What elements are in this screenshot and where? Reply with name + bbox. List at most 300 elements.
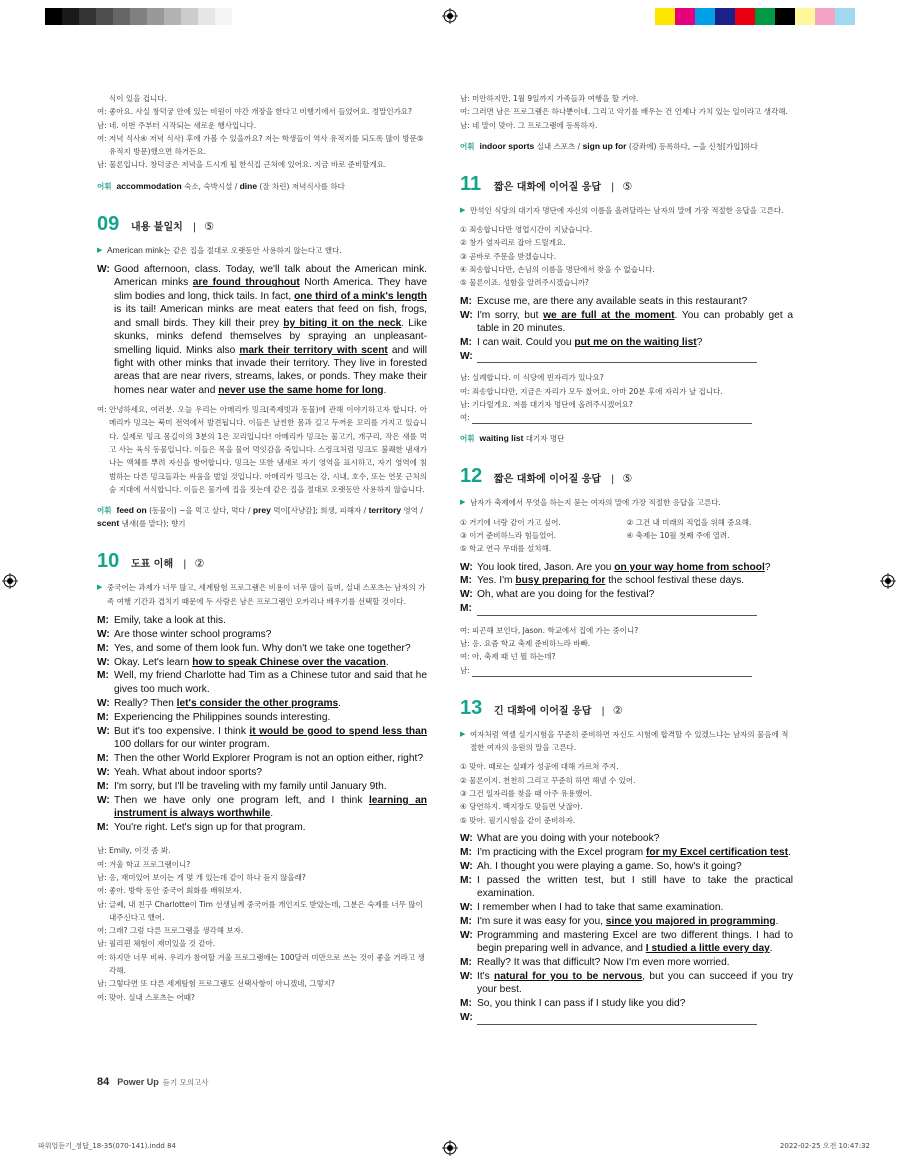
speaker-label: 남:: [460, 120, 470, 130]
vocab-term: dine: [239, 180, 258, 191]
color-swatch: [675, 8, 695, 25]
question-09-explanation: ▶ American mink는 같은 집을 절대로 오랫동안 사용하지 않는다고 했다.: [97, 244, 427, 257]
speaker-label: 여:: [460, 413, 470, 423]
dialogue-line: [97, 821, 427, 834]
text-run: Then we have only one program left, and I think: [114, 794, 369, 806]
dialogue-line: [460, 602, 793, 615]
speaker-label: 여:: [97, 859, 107, 869]
speaker-label: W:: [460, 971, 473, 983]
speaker-label: 여:: [460, 107, 470, 117]
dialogue-line: [97, 614, 427, 627]
text-run: Ah. I thought you were playing a game. So, how's it going?: [477, 860, 742, 872]
dialogue-text: [477, 574, 793, 587]
dialogue-text: [477, 832, 793, 845]
translation-line: [460, 119, 793, 132]
speaker-label: W:: [97, 628, 110, 640]
dialogue-line: [460, 350, 793, 363]
translation-text: 그래? 그럼 다른 프로그램을 생각해 보자.: [109, 926, 244, 936]
speaker-label: W:: [460, 929, 473, 941]
key-phrase: since you majored in programming: [605, 915, 776, 927]
dialogue-line: [97, 752, 427, 765]
translation-text: 그렇다면 또 다른 세계탐험 프로그램도 선택사항이 아니겠네, 그렇지?: [109, 979, 335, 989]
text-run: . Like skunks, minks defend themselves by spraying an unpleasant-smelling liquid. Minks also: [114, 317, 428, 356]
speaker-label: W:: [460, 1012, 473, 1024]
speaker-label: 남:: [460, 94, 470, 103]
text-run: I'm sorry, but: [477, 309, 544, 321]
text-run: So, you think I can pass if I study like you did?: [477, 998, 686, 1010]
dialogue-line: [460, 956, 793, 969]
vocab-note: [460, 432, 793, 445]
vocab-term: feed on: [116, 505, 147, 516]
speaker-label: W:: [97, 697, 110, 709]
translation-text: 좋아. 방학 동안 중국어 회화를 배워보자.: [109, 886, 242, 896]
dialogue-text: [477, 1011, 793, 1024]
dialogue-text: [477, 561, 793, 574]
book-title: Power Up: [117, 1077, 159, 1087]
text-run: It's: [477, 971, 494, 983]
translation-text: 필리핀 체험이 재미있을 것 같아.: [109, 939, 216, 949]
dialogue-line: [460, 874, 793, 901]
dialogue-line: [97, 669, 427, 696]
question-12-options: [460, 516, 793, 556]
color-swatch: [715, 8, 735, 25]
speaker-label: 여:: [460, 652, 470, 662]
answer-option: ② 물론이지. 천천히 그리고 꾸준히 하면 해낼 수 있어.: [460, 775, 636, 785]
gray-swatch: [164, 8, 181, 25]
dialogue-text: [114, 725, 427, 752]
speaker-label: W:: [460, 860, 473, 872]
speaker-label: 여:: [460, 386, 470, 396]
gray-swatch: [45, 8, 62, 25]
color-swatch: [755, 8, 775, 25]
answer-option: ② 창가 옆자리로 잡아 드릴게요.: [460, 238, 566, 248]
dialogue-text: [477, 309, 793, 336]
text-run: Are those winter school programs?: [114, 628, 272, 640]
dialogue-line: [460, 901, 793, 914]
question-13-script: [460, 832, 793, 1025]
speaker-label: 남:: [97, 160, 107, 170]
question-11-header: 11 짧은 대화에 이어질 응답 | ⑤: [460, 172, 633, 195]
speaker-label: 여:: [97, 886, 107, 896]
dialogue-line: [97, 628, 427, 641]
registration-mark-icon: [442, 1140, 458, 1156]
dialogue-text: [114, 628, 427, 641]
speaker-label: M:: [460, 336, 472, 348]
gray-swatch: [62, 8, 79, 25]
answer-mark: ②: [612, 703, 623, 717]
text-run: .: [769, 943, 773, 955]
text-run: North America. They have slim bodies and long, thick tails. In fact,: [114, 277, 427, 302]
dialogue-text: [477, 997, 793, 1010]
speaker-label: 여:: [97, 133, 107, 143]
translation-line: [97, 951, 427, 978]
translation-line: [97, 105, 427, 118]
vocab-meaning: 냄새(를 맡다); 향기: [119, 519, 186, 529]
speaker-label: W:: [460, 350, 473, 362]
answer-mark: ②: [194, 557, 205, 571]
key-phrase: let's consider the other programs: [176, 697, 339, 709]
speaker-label: W:: [97, 656, 110, 668]
dialogue-line: [460, 309, 793, 336]
text-run: Programming and mastering Excel are two different things. I had to begin preparing well in advance, and: [477, 929, 793, 955]
speaker-label: W:: [97, 766, 110, 778]
speaker-label: 남:: [97, 120, 107, 130]
slug-timestamp: 2022-02-25 오전 10:47:32: [779, 1142, 870, 1150]
translation-text: 응, 재미있어 보이는 게 몇 개 있는데 같이 하나 듣지 않을래?: [109, 872, 306, 882]
answer-option: ③ 곧바로 주문을 받겠습니다.: [460, 251, 556, 261]
dialogue-line: [97, 794, 427, 821]
speaker-label: W:: [460, 832, 473, 844]
question-09-script: W: Good afternoon, class. Today, we'll talk about the American mink. American minks are found throughout North America. They have slim bodies and long, thick tails. In fact, one third of a mink's length is its tail! American minks are meat eaters that feed on fish, frogs, and small birds. They kill their prey by biting it on the neck. Like skunks, minks defend themselves by spraying an unpleasant-smelling liquid. Minks also mark their territory with scent and will fight with other minks that invade their territory. They live in forested areas that are near rivers, streams, lakes, or ponds. They make their homes near water and never use the same home for long.: [97, 264, 428, 396]
arrow-icon: ▶: [97, 245, 103, 254]
dialogue-text: [477, 915, 793, 928]
answer-option: ③ 그건 일자리를 찾을 때 아주 유용했어.: [460, 789, 593, 799]
speaker-label: W:: [97, 725, 110, 737]
speaker-label: 남:: [460, 373, 470, 383]
dialogue-line: [97, 711, 427, 724]
dialogue-text: [477, 874, 793, 901]
vocab-term: territory: [368, 505, 402, 516]
dialogue-text: [477, 846, 793, 859]
key-phrase: are found throughout: [192, 277, 300, 289]
translation-line: [97, 937, 427, 950]
key-phrase: by biting it on the neck: [283, 317, 402, 329]
vocab-note: [97, 180, 427, 193]
speaker-label: W:: [97, 794, 110, 806]
translation-line: [97, 844, 427, 857]
intro-translation: [97, 92, 427, 172]
text-run: the school festival these days.: [605, 575, 745, 587]
dialogue-line: [460, 574, 793, 587]
translation-text: 글쎄, 내 친구 Charlotte이 Tim 선생님께 중국어를 개인지도 받았는데, 그분은 숙제를 너무 많이 내주신다고 했어.: [109, 899, 423, 922]
text-run: Yeah. What about indoor sports?: [114, 766, 263, 778]
speaker-label: W:: [460, 561, 473, 573]
vocab-meaning: 실내 스포츠 /: [534, 141, 583, 151]
question-10-translation: [97, 844, 427, 1004]
text-run: Oh, what are you doing for the festival?: [477, 589, 655, 601]
slug-filename: 파워업듣기_정답_18-35(070-141).indd 84: [38, 1142, 177, 1150]
translation-text: 겨울 학교 프로그램이니?: [109, 859, 191, 869]
question-type: 짧은 대화에 이어질 응답: [494, 181, 602, 193]
translation-text: 기다릴게요. 저를 대기자 명단에 올려주시겠어요?: [472, 399, 633, 409]
vocab-note: [97, 504, 427, 530]
translation-line: [460, 398, 793, 411]
answer-mark: ⑤: [622, 472, 633, 486]
answer-blank: [472, 414, 752, 424]
speaker-label: W:: [460, 902, 473, 913]
speaker-label: 남:: [97, 979, 107, 989]
speaker-label: M:: [97, 711, 109, 723]
registration-mark-icon: [2, 573, 18, 589]
translation-line: [460, 411, 793, 424]
vocab-meaning: 먹이[사냥감]; 희생, 피해자 /: [270, 506, 369, 516]
translation-line: [97, 119, 427, 132]
vocab-term: waiting list: [479, 433, 524, 444]
translation-text: 네 말이 맞아. 그 프로그램에 등록하자.: [472, 120, 598, 130]
question-type: 긴 대화에 이어질 응답: [494, 705, 592, 717]
translation-line: [460, 105, 793, 118]
text-run: Yes, and some of them look fun. Why don't we take one together?: [114, 642, 411, 654]
answer-option: ③ 이거 준비하느라 힘들었어.: [460, 530, 556, 540]
key-phrase: busy preparing for: [515, 575, 606, 587]
dialogue-text: [477, 929, 793, 956]
answer-blank: [472, 667, 752, 677]
translation-text: 식이 있을 겁니다.: [109, 94, 167, 103]
key-phrase: natural for you to be nervous: [494, 971, 643, 983]
dialogue-line: [97, 780, 427, 793]
question-number: 12: [460, 465, 483, 488]
text-run: ?: [764, 561, 771, 573]
dialogue-line: [460, 915, 793, 928]
translation-line: [97, 132, 427, 159]
translation-text: 그러면 남은 프로그램은 하나뿐이네. 그리고 악기를 배우는 건 언제나 가치 있는 일이라고 생각해.: [472, 107, 788, 117]
question-number: 09: [97, 212, 120, 235]
answer-blank: [477, 1015, 757, 1025]
translation-text: 실례합니다. 이 식당에 빈자리가 있나요?: [472, 373, 604, 383]
text-run: I passed the written test, but I still have to take the practical examination.: [477, 874, 793, 900]
question-13-header: 13 긴 대화에 이어질 응답 | ②: [460, 696, 623, 719]
translation-text: 하지만 너무 비싸. 우리가 참여할 겨울 프로그램에는 100달러 미만으로 쓰는 것이 좋을 거라고 생각해.: [109, 952, 425, 975]
text-run: You look tired, Jason. Are you: [477, 561, 615, 573]
vocab-tag: 어휘: [460, 141, 475, 151]
speaker-label: 여:: [97, 926, 107, 936]
vocab-note: [460, 140, 793, 153]
speaker-label: M:: [460, 846, 472, 858]
text-run: Really? It was that difficult? Now I'm even more worried.: [477, 957, 730, 969]
dialogue-line: [97, 725, 427, 752]
speaker-label: 여:: [97, 952, 107, 962]
translation-text: 아, 축제 때 넌 뭘 하는데?: [472, 652, 556, 662]
question-type: 짧은 대화에 이어질 응답: [494, 474, 602, 486]
answer-option: ① 맞아. 때로는 실패가 성공에 대해 가르쳐 주지.: [460, 762, 619, 772]
color-swatch: [835, 8, 855, 25]
translation-line: [460, 371, 793, 384]
gray-swatch: [113, 8, 130, 25]
translation-line: [460, 637, 793, 650]
color-swatch: [655, 8, 675, 25]
speaker-label: M:: [460, 575, 472, 587]
answer-option: ④ 당연하지. 백지장도 맞들면 낫잖아.: [460, 802, 583, 812]
translation-line: [97, 884, 427, 897]
gray-swatch: [147, 8, 164, 25]
key-phrase: learning an instrument is always worthwhile: [114, 794, 427, 819]
color-swatch: [695, 8, 715, 25]
question-11-explanation: ▶ 만석인 식당의 대기자 명단에 자신의 이름을 올려달라는 남자의 말에 가장 적절한 응답을 고른다.: [460, 204, 793, 217]
text-run: But it's too expensive. I think: [114, 725, 250, 737]
text-run: Good afternoon, class. Today, we'll talk about the American mink. American minks: [114, 264, 427, 289]
question-12-translation: [460, 624, 793, 677]
key-phrase: on your way home from school: [614, 561, 765, 573]
key-phrase: I studied a little every day: [645, 943, 770, 955]
arrow-icon: ▶: [460, 498, 466, 507]
translation-text: 네. 이번 주부터 시작되는 새로운 행사입니다.: [109, 120, 257, 130]
speaker-label: 여:: [97, 992, 107, 1002]
dialogue-text: [114, 766, 427, 779]
vocab-term: indoor sports: [479, 140, 535, 151]
translation-line: [460, 92, 793, 105]
key-phrase: how to speak Chinese over the vacation: [192, 656, 386, 668]
dialogue-text: [114, 794, 427, 821]
registration-mark-icon: [442, 8, 458, 24]
vocab-meaning: 숙소, 숙박시설 /: [181, 181, 240, 191]
question-number: 10: [97, 550, 120, 573]
translation-text: [472, 664, 793, 677]
vocab-term: accommodation: [116, 180, 182, 191]
translation-line: [97, 858, 427, 871]
dialogue-text: [114, 642, 427, 655]
text-run: .: [788, 846, 791, 858]
key-phrase: for my Excel certification test: [645, 846, 789, 858]
dialogue-line: [97, 656, 427, 669]
arrow-icon: ▶: [97, 583, 103, 592]
gray-swatch: [181, 8, 198, 25]
gray-swatch: [198, 8, 215, 25]
speaker-label: M:: [97, 780, 109, 792]
question-09-translation: 여: 안녕하세요, 여러분. 오늘 우리는 아메리카 밍크(족제빗과 동물)에 관해 이야기하고자 합니다. 아메리카 밍크는 북미 전역에서 발견됩니다. 이들은 날씬한 몸과 길고 두꺼운 꼬리를 가지고 있습니다. 실제로 밍크 몸길이의 3분의 1은 꼬리입니다! 아메리카 밍크는 물고기, 개구리, 작은 새를 먹고 사는 육식 동물입니다. 이들은 목을 물어 먹잇감을 죽입니다. 스컹크처럼 밍크도 불쾌한 냄새가 나는 액체를 뿌려 자신을 방어합니다. 밍크는 또한 냄새로 자기 영역을 표시하고, 자기 영역에 침범하는 다른 밍크들과는 싸움을 벌일 것입니다. 아메리카 밍크는 강, 시내, 호수, 또는 연못 근처의 숲 지대에 서식합니다. 이들은 물가에 집을 짓는데 같은 집을 절대로 오랫동안 사용하지 않습니다.: [97, 405, 427, 494]
speaker-label: M:: [97, 642, 109, 654]
dialogue-text: [477, 602, 793, 615]
question-11-options: [460, 223, 793, 289]
answer-option: ⑤ 학교 연극 무대를 설치해.: [460, 544, 552, 554]
text-run: Yes. I'm: [477, 575, 516, 587]
question-13-explanation: ▶ 여자처럼 엑셀 실기시험을 꾸준히 준비하면 자신도 시험에 합격할 수 있겠느냐는 남자의 물음에 적절한 여자의 응원의 말을 고른다.: [460, 728, 793, 755]
question-10-explanation: ▶ 중국어는 과제가 너무 많고, 세계탐험 프로그램은 비용이 너무 많이 들며, 실내 스포츠는 남자의 가족 여행 기간과 겹치기 때문에 두 사람은 남은 프로그램인 오카리나 배우기를 선택할 것이다.: [97, 581, 427, 608]
text-run: Okay. Let's learn: [114, 656, 193, 668]
speaker-label: M:: [460, 603, 472, 615]
text-run: Excuse me, are there any available seats in this restaurant?: [477, 295, 748, 307]
question-number: 11: [460, 172, 482, 195]
text-run: .: [338, 697, 342, 709]
page-number: 84: [97, 1076, 110, 1088]
vocab-meaning: 대기자 명단: [523, 434, 565, 444]
vocab-meaning: (동물이) ~을 먹고 살다, 먹다 /: [146, 506, 253, 516]
dialogue-text: [114, 780, 427, 793]
color-swatch: [795, 8, 815, 25]
translation-line: [460, 385, 793, 398]
speaker-label: M:: [460, 998, 472, 1010]
text-run: I'm practicing with the Excel program: [477, 846, 646, 858]
speaker-label: M:: [97, 614, 109, 626]
translation-line: [97, 977, 427, 990]
vocab-tag: 어휘: [97, 181, 112, 191]
translation-text: [472, 411, 793, 424]
text-run: .: [383, 384, 387, 396]
speaker-label: M:: [460, 915, 472, 927]
text-run: I'm sorry, but I'll be traveling with my family until January 9th.: [114, 780, 387, 792]
gray-swatch: [130, 8, 147, 25]
speaker-label: 남:: [97, 846, 107, 856]
dialogue-text: [114, 656, 427, 669]
vocab-term: scent: [97, 518, 120, 529]
question-09-header: 09 내용 불일치 | ⑤: [97, 212, 215, 235]
speaker-label: [97, 92, 109, 105]
speaker-label: 남:: [97, 899, 107, 909]
key-phrase: put me on the waiting list: [574, 336, 697, 348]
question-11-script: [460, 295, 793, 364]
vocab-tag: 어휘: [97, 506, 112, 516]
translation-text: Emily, 이것 좀 봐.: [109, 846, 171, 856]
dialogue-text: [114, 821, 427, 834]
dialogue-line: [460, 997, 793, 1010]
key-phrase: one third of a mink's length: [294, 290, 428, 302]
dialogue-line: [97, 697, 427, 710]
speaker-label: M:: [97, 752, 109, 764]
speaker-label: M:: [460, 295, 472, 307]
translation-text: 맞아. 실내 스포츠는 어때?: [109, 992, 195, 1002]
answer-option: ④ 축제는 10월 첫째 주에 열려.: [626, 530, 730, 540]
question-number: 13: [460, 696, 483, 719]
answer-blank: [477, 606, 757, 616]
dialogue-line: [460, 295, 793, 308]
vocab-term: prey: [252, 505, 271, 516]
text-run: Really? Then: [114, 697, 177, 709]
dialogue-text: [114, 711, 427, 724]
gray-swatch: [215, 8, 232, 25]
question-type: 도표 이해: [131, 559, 174, 571]
question-12-header: 12 짧은 대화에 이어질 응답 | ⑤: [460, 465, 633, 488]
text-run: , but you can succeed if you try your best.: [477, 971, 794, 996]
answer-option: ① 죄송합니다만 영업시간이 지났습니다.: [460, 225, 593, 235]
color-swatch: [815, 8, 835, 25]
text-run: You're right. Let's sign up for that program.: [114, 821, 306, 833]
text-run: 100 dollars for our winter program.: [114, 738, 270, 750]
right-column: [460, 92, 793, 1025]
dialogue-text: [114, 614, 427, 627]
translation-line: [460, 650, 793, 663]
translation-line: [97, 92, 427, 105]
translation-line: [97, 871, 427, 884]
speaker-label: M:: [460, 874, 472, 886]
dialogue-text: [114, 697, 427, 710]
text-run: Experiencing the Philippines sounds interesting.: [114, 711, 331, 723]
dialogue-line: [460, 832, 793, 845]
question-11-translation: [460, 371, 793, 424]
translation-text: 죄송합니다만, 지금은 자리가 모두 찼어요. 아마 20분 후에 자리가 날 겁니다.: [472, 386, 723, 396]
answer-option: ① 거기에 너랑 같이 가고 싶어.: [460, 517, 561, 527]
color-swatch: [735, 8, 755, 25]
answer-option: ④ 죄송합니다만, 손님의 이름을 명단에서 찾을 수 없습니다.: [460, 265, 655, 275]
key-phrase: never use the same home for long: [218, 384, 384, 396]
answer-option: ⑤ 물론이죠. 성함을 알려주시겠습니까?: [460, 278, 589, 288]
text-run: I'm sure it was easy for you,: [477, 915, 606, 927]
speaker-label: 남:: [97, 872, 107, 882]
text-run: Emily, take a look at this.: [114, 614, 226, 626]
dialogue-text: [477, 588, 793, 601]
translation-line: [460, 664, 793, 677]
dialogue-line: [460, 336, 793, 349]
translation-text: 물론입니다. 창덕궁은 저녁을 드시게 될 한식집 근처에 있어요. 지금 바로 준비할게요.: [109, 160, 387, 170]
translation-text: 저녁 식사④ 저녁 식사) 후에 가볼 수 있을까요? 저는 학생들이 역사 유적지를 되도록 많이 방문⑤ 유적지 방문)했으면 하거든요.: [109, 133, 424, 157]
dialogue-line: [97, 766, 427, 779]
text-run: Then the other World Explorer Program is not an option either, right?: [114, 752, 423, 764]
question-13-options: [460, 760, 793, 826]
text-run: and will fight with other minks that invade their territory. They live in forested areas that are near rivers, streams, lakes, or ponds. They make their homes near water and: [114, 344, 427, 396]
text-run: is its tail! American minks are meat eaters that feed on fish, frogs, and small birds. They kill their prey: [114, 304, 427, 329]
registration-mark-icon: [880, 573, 896, 589]
dialogue-text: [477, 970, 793, 997]
text-run: I can wait. Could you: [477, 336, 575, 348]
book-subtitle: 듣기 모의고사: [162, 1078, 209, 1087]
color-swatch-bar: [655, 8, 855, 25]
dialogue-text: [114, 669, 427, 696]
translation-line: [97, 991, 427, 1004]
dialogue-text: [477, 901, 793, 914]
dialogue-line: [460, 970, 793, 997]
gray-swatch: [96, 8, 113, 25]
translation-line: [97, 898, 427, 925]
speaker-label: 여:: [460, 625, 470, 635]
answer-option: ⑤ 맞아. 필기시험을 같이 준비하자.: [460, 815, 576, 825]
